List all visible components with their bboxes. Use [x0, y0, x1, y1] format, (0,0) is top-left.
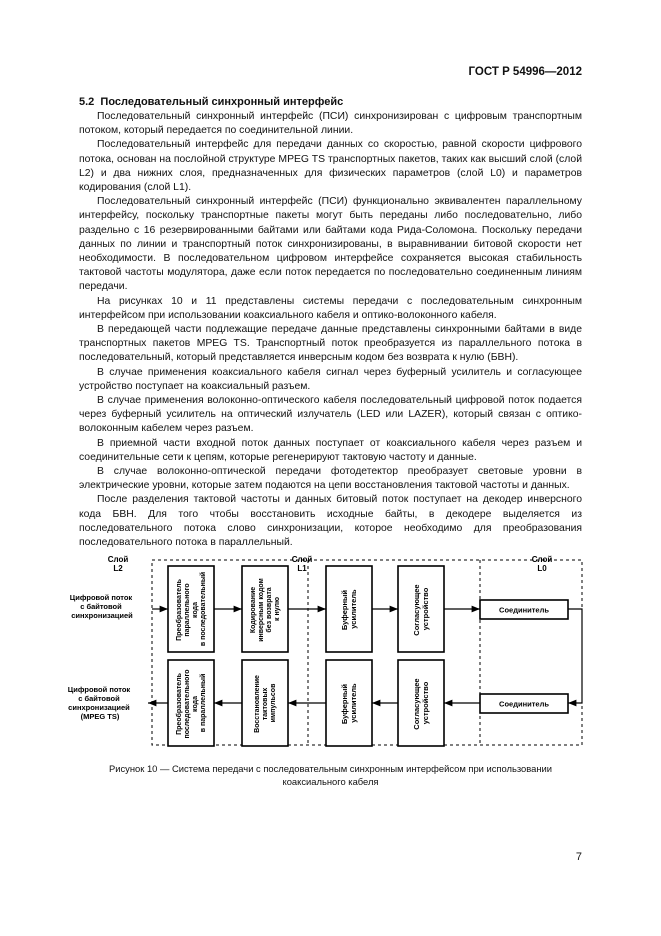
layer-label-l1: Слой L1: [291, 555, 313, 573]
figure-caption: [79, 762, 582, 788]
section-title: Последовательный синхронный интерфейс: [100, 96, 344, 108]
block-connector-tx-label: Соединитель: [499, 605, 549, 615]
block-matching-device-tx-label: Согласующее устройство: [412, 584, 430, 636]
layer-label-l0: Слой L0: [531, 555, 553, 573]
document-header: ГОСТ Р 54996—2012: [468, 66, 582, 78]
page-number: 7: [575, 851, 582, 863]
paragraph: Последовательный синхронный интерфейс (ПСИ) синхронизирован с цифровым транспортным потоком, который передается по соединительной линии.: [79, 111, 582, 137]
block-nrzi-coding-label: Кодирование инверсным кодом без возврата к нулю: [250, 578, 281, 642]
block-parallel-to-serial-label: Преобразователь параллельного кода в последовательный: [176, 571, 207, 647]
paragraph: В передающей части подлежащие передаче данные представлены синхронными байтами в виде транспортных пакетов MPEG TS. Транспортный поток преобразуется из параллельного потока в последовательный, который представляется инверсным кодом без возврата к нулю (БВН).: [79, 324, 582, 364]
section-number: 5.2: [79, 96, 95, 108]
block-matching-device-rx-label: Согласующее устройство: [412, 678, 430, 730]
layer-label-l2: Слой L2: [107, 555, 129, 573]
figure-caption-line1: Рисунок 10 — Система передачи с последовательным синхронным интерфейсом при использовании: [108, 763, 553, 774]
block-serial-to-parallel-label: Преобразователь последовательного кода в параллельный: [176, 669, 207, 739]
block-parallel-to-serial: [168, 566, 214, 652]
block-connector-rx-label: Соединитель: [499, 699, 549, 709]
figure-caption-line2: коаксиального кабеля: [282, 776, 379, 787]
figure-10-diagram: [60, 550, 600, 760]
paragraph: В приемной части входной поток данных поступает от коаксиального кабеля через разъем и соединительные сети к цепям, которые регенерируют тактовую частоту и данные.: [79, 437, 582, 463]
paragraph: В случае применения волоконно-оптического кабеля последовательный цифровой поток подается через буферный усилитель на оптический излучатель (LED или LAZER), который связан с оптико-волоконным кабелем через разъем.: [79, 395, 582, 435]
block-buffer-amplifier-rx-label: Буферный усилитель: [340, 683, 358, 725]
block-buffer-amplifier-tx-label: Буферный усилитель: [340, 589, 358, 631]
paragraph: В случае волоконно-оптической передачи фотодетектор преобразует световые уровни в электрические уровни, которые затем подаются на цепи восстановления тактовой частоты и данных.: [79, 466, 582, 492]
paragraph: На рисунках 10 и 11 представлены системы передачи с последовательным синхронным интерфейсом при использовании коаксиального кабеля и оптико-волоконного кабеля.: [79, 295, 582, 321]
paragraph: Последовательный синхронный интерфейс (ПСИ) функционально эквивалентен параллельному интерфейсу, поскольку транспортные пакеты могут быть переданы либо последовательно, либо раздельно с 16 резервированными байтами или байтами кода Рида-Соломона. Поскольку передачи данных по линии и транспортный поток синхронизированы, в выравнивании битовой скорости нет необходимости. В последовательном цифровом интерфейсе сохраняется высокая стабильность тактовой частоты модулятора, даже если поток передается по последовательно соединенным линиям передачи.: [79, 196, 582, 293]
block-clock-recovery-label: Восстановление тактовых импульсов: [254, 675, 277, 733]
block-serial-to-parallel: [168, 660, 214, 746]
body-text: [79, 110, 582, 550]
paragraph: После разделения тактовой частоты и данных битовый поток поступает на декодер инверсного кода БВН. Для того чтобы восстановить исходные байты, в декодере выделяется из последовательного потока слово синхронизации, которое необходимо для преобразования последовательного потока в параллельный.: [79, 494, 582, 549]
paragraph: В случае применения коаксиального кабеля сигнал через буферный усилитель и согласующее устройство поступает на коаксиальный разъем.: [79, 366, 582, 392]
output-stream-label: Цифровой поток с байтовой синхронизацией (MPEG TS): [67, 685, 131, 721]
section-heading: [79, 96, 343, 108]
block-nrzi-coding: [242, 566, 288, 652]
paragraph: Последовательный интерфейс для передачи данных со скоростью, равной скорости цифрового потока, основан на послойной структуре MPEG TS транспортных пакетов, таких как высший слой (слой L2) и два нижних слоя, предназначенных для физических параметров (слой L0) и параметров кодирования (слой L1).: [79, 139, 582, 194]
cable-line: [568, 609, 582, 703]
input-stream-label: Цифровой поток с байтовой синхронизацией: [69, 593, 133, 620]
